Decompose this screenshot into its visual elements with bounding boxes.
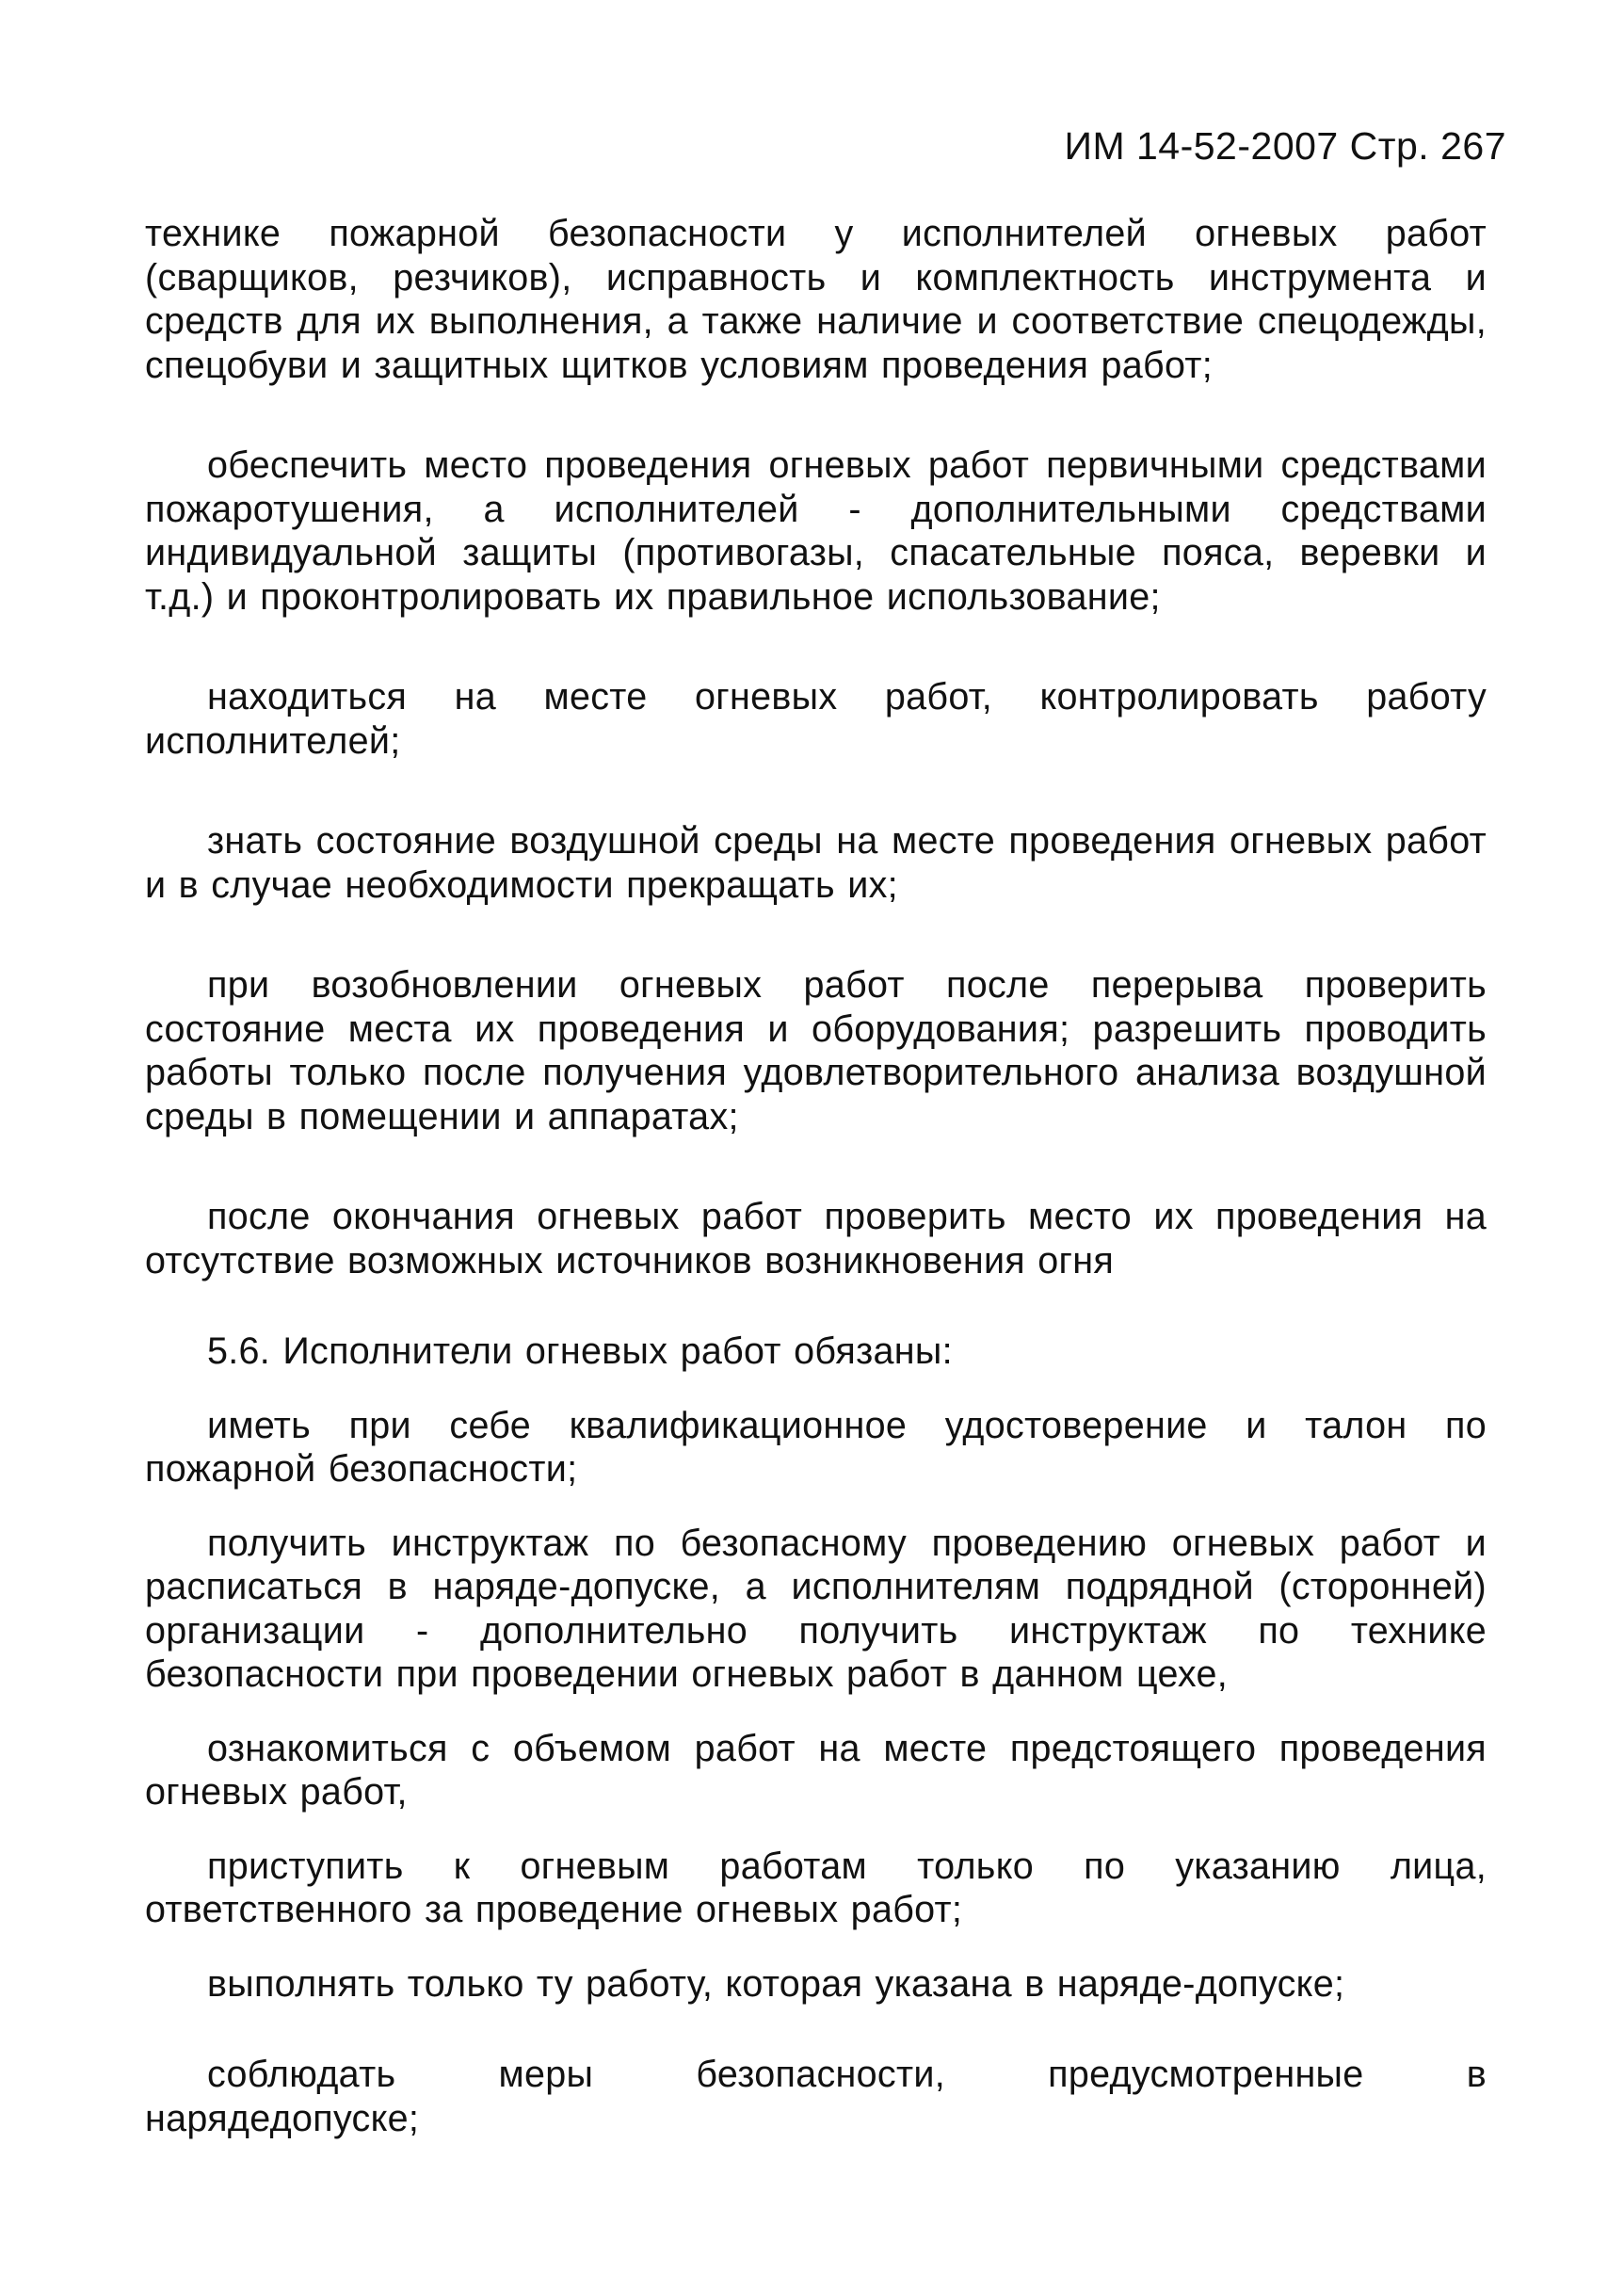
paragraph-resume-work: при возобновлении огневых работ после перерыва проверить состояние места их проведения и оборудования; разрешить проводить работы только после получения удовлетворительного анализа воздушной среды в помещении и аппаратах;: [145, 964, 1487, 1137]
paragraph-only-specified-work: выполнять только ту работу, которая указана в наряде-допуске;: [207, 1962, 1345, 2005]
paragraph-air-condition: знать состояние воздушной среды на месте проведения огневых работ и в случае необходимости прекращать их;: [145, 820, 1487, 906]
paragraph-certificate: иметь при себе квалификационное удостоверение и талон по пожарной безопасности;: [145, 1404, 1487, 1490]
section-heading-5-6: 5.6. Исполнители огневых работ обязаны:: [207, 1330, 953, 1372]
paragraph-fire-equipment: обеспечить место проведения огневых работ первичными средствами пожаротушения, а исполнителей - дополнительными средствами индивидуальной защиты (противогазы, спасательные пояса, веревки и т.д.) и проконтролировать их правильное использование;: [145, 444, 1487, 618]
paragraph-briefing: получить инструктаж по безопасному проведению огневых работ и расписаться в наряде-допуске, а исполнителям подрядной (сторонней) организации - дополнительно получить инструктаж по технике безопасности при проведении огневых работ в данном цехе,: [145, 1522, 1487, 1695]
page-header: ИМ 14-52-2007 Стр. 267: [1064, 124, 1506, 168]
paragraph-after-work: после окончания огневых работ проверить место их проведения на отсутствие возможных источников возникновения огня: [145, 1196, 1487, 1282]
paragraph-be-on-site: находиться на месте огневых работ, контролировать работу исполнителей;: [145, 676, 1487, 762]
paragraph-continuation: технике пожарной безопасности у исполнителей огневых работ (сварщиков, резчиков), исправность и комплектность инструмента и средств для их выполнения, а также наличие и соответствие спецодежды, спецобуви и защитных щитков условиям проведения работ;: [145, 213, 1487, 386]
paragraph-scope: ознакомиться с объемом работ на месте предстоящего проведения огневых работ,: [145, 1727, 1487, 1813]
paragraph-start-work: приступить к огневым работам только по указанию лица, ответственного за проведение огневых работ;: [145, 1845, 1487, 1930]
document-body: [145, 212, 1487, 2140]
paragraph-safety-measures: соблюдать меры безопасности, предусмотренные в нарядедопуске;: [145, 2054, 1487, 2139]
